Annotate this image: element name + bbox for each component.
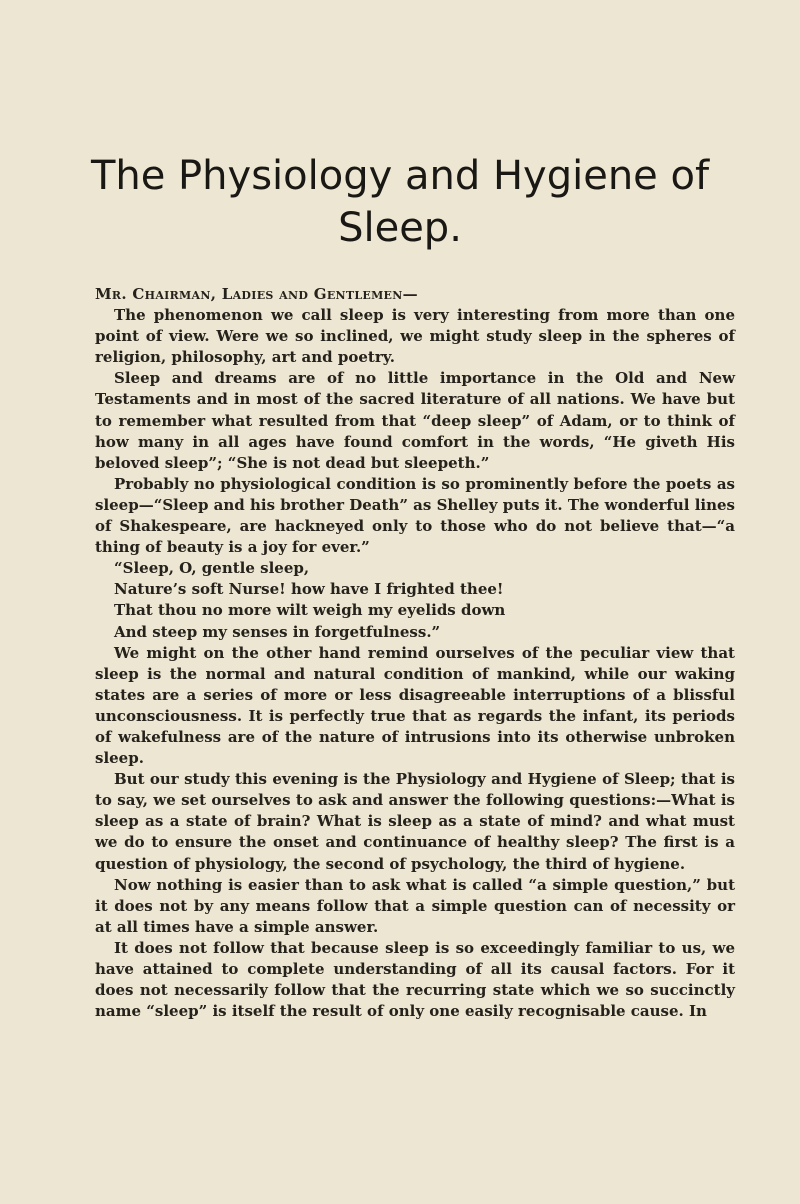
salutation: Mr. Chairman, Ladies and Gentlemen— bbox=[95, 285, 418, 303]
paragraph: It does not follow that because sleep is so exceedingly familiar to us, we have attained to complete understanding of all its causal factors. For it does not necessarily follow that the recurring state which we so succinctly name “sleep” is itself the result of only one easily recognisable cause. In bbox=[95, 938, 735, 1021]
verse-line: And steep my senses in forgetfulness.” bbox=[114, 622, 441, 641]
page-title bbox=[0, 150, 800, 254]
paragraph: We might on the other hand remind ourselves of the peculiar view that sleep is the normal and natural condition of mankind, while our waking states are a series of more or less disagreeable interruptions of a blissful unconsciousness. It is perfectly true that as regards the infant, its periods of wakefulness are of the nature of intrusions into its otherwise unbroken sleep. bbox=[95, 643, 735, 768]
paragraph: But our study this evening is the Physiology and Hygiene of Sleep; that is to say, we set ourselves to ask and answer the following questions:—What is sleep as a state of brain? What is sleep as a state of mind? and what must we do to ensure the onset and continuance of healthy sleep? The first is a question of physiology, the second of psychology, the third of hygiene. bbox=[95, 770, 735, 873]
verse-line: Nature’s soft Nurse! how have I frighted thee! bbox=[114, 580, 504, 599]
paragraph: Probably no physiological condition is so prominently before the poets as sleep—“Sleep and his brother Death” as Shelley puts it. The wonderful lines of Shakespeare, are hackneyed only to those who do not believe that—“a thing of beauty is a joy for ever.” bbox=[95, 474, 735, 557]
title-line-2: Sleep. bbox=[338, 205, 462, 251]
paragraph: Sleep and dreams are of no little importance in the Old and New Testaments and in most of the sacred literature of all nations. We have but to remember what resulted from that “deep sleep” of Adam, or to think of how many in all ages have found comfort in the words, “He giveth His beloved sleep”; “She is not dead but sleepeth.” bbox=[95, 369, 735, 472]
verse-quotation bbox=[95, 558, 735, 642]
body-text bbox=[95, 284, 735, 1022]
paragraph: Now nothing is easier than to ask what is called “a simple question,” but it does not by any means follow that a simple question can of necessity or at all times have a simple answer. bbox=[95, 875, 735, 936]
verse-line: “Sleep, O, gentle sleep, bbox=[114, 559, 310, 578]
paragraph: The phenomenon we call sleep is very interesting from more than one point of view. Were we so inclined, we might study sleep in the spheres of religion, philosophy, art and poetry. bbox=[95, 306, 735, 367]
verse-line: That thou no more wilt weigh my eyelids down bbox=[114, 601, 506, 620]
title-line-1: The Physiology and Hygiene of bbox=[90, 153, 710, 199]
